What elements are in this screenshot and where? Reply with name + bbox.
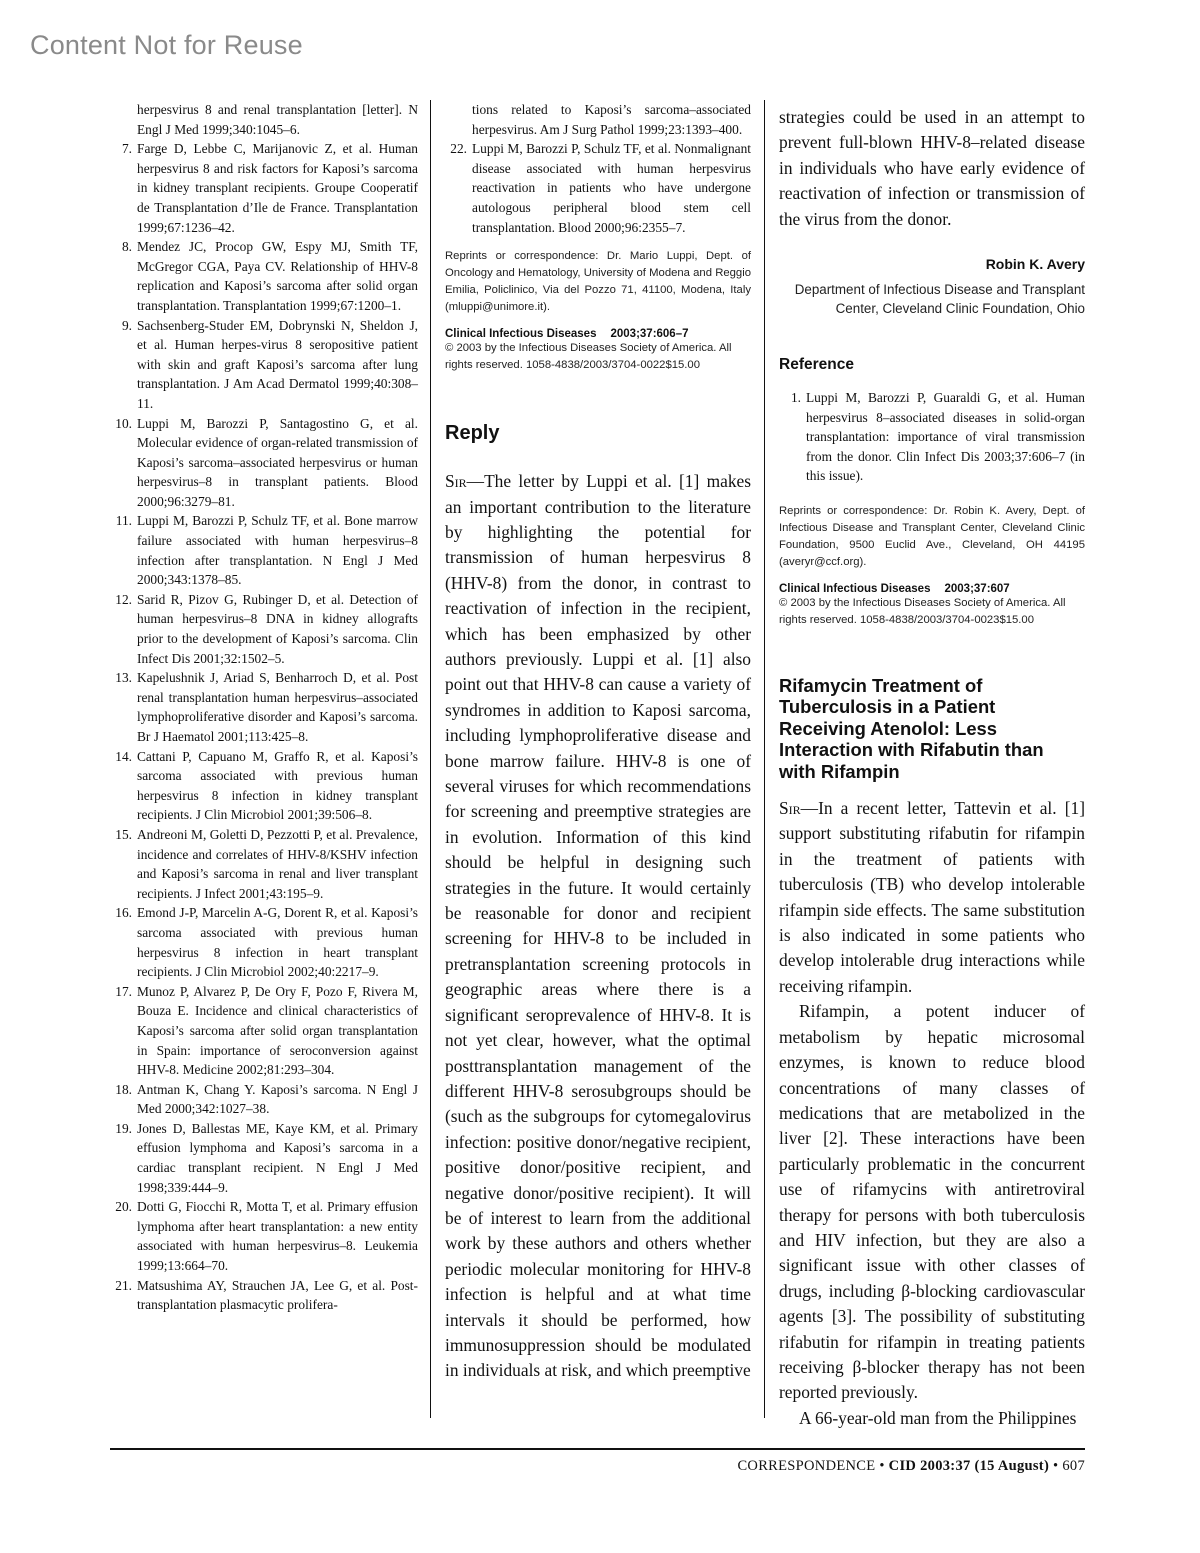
reference-text: Matsushima AY, Strauchen JA, Lee G, et al. Post-transplantation plasmacytic prolifera- [137, 1277, 418, 1313]
footer-rule [110, 1448, 1085, 1450]
reference-number: 18. [115, 1081, 132, 1097]
citation-2: 2003;37:607 [944, 583, 1010, 595]
column-rule-left [430, 100, 431, 1418]
reference-text: Jones D, Ballestas ME, Kaye KM, et al. Primary effusion lymphoma and Kaposi’s sarcoma in a cardiac transplant recipient. N Engl J Med 1998;339:444–9. [137, 1120, 418, 1195]
reference-item [110, 1197, 418, 1275]
reference-text: Luppi M, Barozzi P, Santagostino G, et al. Molecular evidence of organ-related transmission of Kaposi’s sarcoma–associated herpesvirus or human herpesvirus–8 in transplant patients. Blood 2000;96:3279–81. [137, 415, 418, 509]
reference-item [110, 825, 418, 903]
reply-body [445, 469, 751, 1384]
reference-item [110, 237, 418, 315]
copyright: © 2003 by the Infectious Diseases Society of America. All rights reserved. 1058-4838/2003/3704-0022$15.00 [445, 342, 732, 372]
footer-section: CORRESPONDENCE [737, 1458, 876, 1474]
reference-item [110, 1119, 418, 1197]
citation: 2003;37:606–7 [610, 328, 689, 341]
reference-item [110, 747, 418, 825]
reference-item [445, 139, 751, 237]
journal-name: Clinical Infectious Diseases [445, 328, 597, 341]
author-name: Robin K. Avery [985, 256, 1085, 273]
article-paragraph-3: A 66-year-old man from the Philippines [799, 1407, 1077, 1428]
reference-number: 21. [115, 1277, 132, 1293]
reference-item [110, 668, 418, 746]
reprints-note-2: Reprints or correspondence: Dr. Robin K. Avery, Dept. of Infectious Disease and Transplant Center, Cleveland Clinic Foundation, 9500 Euclid Ave., Cleveland, OH 44195 (averyr@ccf.org). [779, 505, 1085, 568]
column-2 [445, 100, 751, 1384]
reference-item [445, 100, 751, 139]
reference-item [110, 590, 418, 668]
reply-heading: Reply [445, 422, 500, 445]
reference-text: Luppi M, Barozzi P, Schulz TF, et al. Bone marrow failure associated with human herpesvirus–8 infection after transplantation. N Engl J Med 2000;343:1378–85. [137, 513, 418, 588]
reference-text: Farge D, Lebbe C, Marijanovic Z, et al. Human herpesvirus 8 and risk factors for Kaposi’s sarcoma in kidney transplant recipients. Groupe Cooperatif de Transplantation d’Ile de France. Transplantation 1999;67:1236–42. [137, 141, 418, 235]
reference-item [110, 100, 418, 139]
footer-journal: CID [888, 1458, 917, 1474]
journal-name-2: Clinical Infectious Diseases [779, 583, 931, 595]
reference-item [110, 982, 418, 1080]
reference-text: Luppi M, Barozzi P, Schulz TF, et al. Nonmalignant disease associated with human herpesvirus reactivation in patients who have undergone autologous peripheral blood stem cell transplantation. Blood 2000;96:2355–7. [472, 141, 751, 235]
reference-text: tions related to Kaposi’s sarcoma–associated herpesvirus. Am J Surg Pathol 1999;23:1393–400. [472, 102, 751, 137]
reference-item [110, 1276, 418, 1315]
reference-text: Sachsenberg-Studer EM, Dobrynski N, Sheldon J, et al. Human herpes-virus 8 seropositive patient with skin and graft Kaposi’s sarcoma after lung transplantation. J Am Acad Dermatol 1999;40:308–11. [137, 317, 418, 411]
reference-number: 14. [115, 748, 132, 764]
footer-separator-2: • [1053, 1458, 1059, 1474]
reference-item [110, 316, 418, 414]
references-column-1 [110, 100, 418, 1315]
column-rule-right [764, 100, 765, 1418]
salutation: Sir [445, 471, 467, 492]
reference-number: 17. [115, 983, 132, 999]
article-paragraph-1 [779, 796, 1085, 999]
author-affiliation: Department of Infectious Disease and Transplant Center, Cleveland Clinic Foundation, Ohio [794, 282, 1085, 317]
article-title: Rifamycin Treatment of Tuberculosis in a Patient Receiving Atenolol: Less Interaction with Rifabutin than with Rifampin [779, 675, 1044, 782]
reference-text: Dotti G, Fiocchi R, Motta T, et al. Primary effusion lymphoma after heart transplantation: a new entity associated with human herpesvirus–8. Leukemia 1999;13:664–70. [137, 1199, 418, 1274]
reference-number: 9. [121, 317, 132, 333]
reply-continuation: strategies could be used in an attempt to prevent full-blown HHV-8–related disease in individuals who have early evidence of reactivation of infection or transmission of the virus from the donor. [779, 107, 1085, 229]
salutation-2: Sir [779, 798, 801, 819]
article-paragraph-2: Rifampin, a potent inducer of metabolism by hepatic microsomal enzymes, is known to reduce blood concentrations of many classes of medications that are metabolized in the liver [2]. These interactions have been particularly problematic in the concurrent use of rifamycins with antiretroviral therapy for persons with both tuberculosis and HIV infection, but they are also a significant issue with other classes of drugs, including β-blocking cardiovascular agents [3]. The possibility of substituting rifabutin for rifampin in treating patients receiving β-blocker therapy has not been reported previously. [779, 1001, 1085, 1403]
reference-text: Sarid R, Pizov G, Rubinger D, et al. Detection of human herpesvirus–8 DNA in kidney allografts prior to the development of Kaposi’s sarcoma. Clin Infect Dis 2001;32:1502–5. [137, 591, 418, 666]
reference-item [110, 903, 418, 981]
reference-text: Andreoni M, Goletti D, Pezzotti P, et al. Prevalence, incidence and correlates of HHV-8/KSHV infection and Kaposi’s sarcoma in renal and liver transplant recipients. J Infect 2001;43:195–9. [137, 826, 418, 901]
reference-number: 15. [115, 826, 132, 842]
reference-text: Antman K, Chang Y. Kaposi’s sarcoma. N Engl J Med 2000;342:1027–38. [137, 1081, 418, 1117]
watermark: Content Not for Reuse [30, 30, 303, 60]
footer-separator: • [879, 1458, 885, 1474]
reference-heading: Reference [779, 356, 854, 374]
page-footer [737, 1458, 1085, 1475]
reference-item [779, 388, 1085, 486]
reference-item [110, 511, 418, 589]
article-paragraph-1-text: —In a recent letter, Tattevin et al. [1] support substituting rifabutin for rifampin in the treatment of patients with tuberculosis (TB) who develop intolerable rifampin side effects. The same substitution is also indicated in some patients who develop intolerable drug interactions while receiving rifampin. [779, 798, 1085, 996]
reference-text: Mendez JC, Procop GW, Espy MJ, Smith TF, McGregor CGA, Paya CV. Relationship of HHV-8 replication and Kaposi’s sarcoma after solid organ transplantation. Transplantation 1999;67:1200–1. [137, 239, 418, 313]
reference-text: Emond J-P, Marcelin A-G, Dorent R, et al. Kaposi’s sarcoma associated with previous human herpesvirus 8 infection in heart transplant recipients. J Clin Microbiol 2002;40:2217–9. [137, 905, 418, 980]
journal-citation-2 [779, 583, 1085, 595]
reference-number: 7. [121, 141, 132, 157]
reference-number: 8. [121, 239, 132, 255]
reference-item [110, 1080, 418, 1119]
reference-text: Luppi M, Barozzi P, Guaraldi G, et al. Human herpesvirus 8–associated diseases in solid-organ transplantation: importance of viral transmission from the donor. Clin Infect Dis 2003;37:606–7 (in this issue). [806, 390, 1085, 484]
reference-number: 12. [115, 591, 132, 607]
copyright-2: © 2003 by the Infectious Diseases Society of America. All rights reserved. 1058-4838/2003/3704-0023$15.00 [779, 597, 1066, 626]
reference-text: Cattani P, Capuano M, Graffo R, et al. Kaposi’s sarcoma associated with previous human herpesvirus 8 infection in kidney transplant recipients. J Clin Microbiol 2001;39:506–8. [137, 748, 418, 823]
reference-number: 1. [790, 390, 801, 406]
journal-citation [445, 328, 751, 340]
reference-text: Kapelushnik J, Ariad S, Benharroch D, et al. Post renal transplantation human herpesvirus–associated lymphoproliferative disorder and Kaposi’s sarcoma. Br J Haematol 2001;113:425–8. [137, 670, 418, 744]
reference-number: 11. [115, 513, 132, 529]
reference-item [110, 139, 418, 237]
reference-number: 13. [115, 670, 132, 686]
page-number: 607 [1062, 1458, 1085, 1474]
column-3 [779, 100, 1085, 1431]
reference-number: 19. [115, 1120, 132, 1136]
reference-text: Munoz P, Alvarez P, De Ory F, Pozo F, Rivera M, Bouza E. Incidence and clinical characteristics of Kaposi’s sarcoma after solid organ transplantation in Spain: importance of seroconversion against HHV-8. Medicine 2002;81:293–304. [137, 983, 418, 1078]
reference-number: 20. [115, 1199, 132, 1215]
reference-text: herpesvirus 8 and renal transplantation [letter]. N Engl J Med 1999;340:1045–6. [137, 102, 418, 137]
reference-number: 10. [115, 415, 132, 431]
reference-item [110, 414, 418, 512]
reference-number: 16. [115, 905, 132, 921]
references-column-2 [445, 100, 751, 237]
footer-issue: 2003:37 (15 August) [920, 1458, 1050, 1474]
reprints-note: Reprints or correspondence: Dr. Mario Luppi, Dept. of Oncology and Hematology, University of Modena and Reggio Emilia, Policlinico, Via del Pozzo 71, 41100, Modena, Italy (mluppi@unimore.it). [445, 250, 751, 314]
reference-number: 22. [450, 141, 467, 157]
reply-text: —The letter by Luppi et al. [1] makes an important contribution to the literature by highlighting the potential for transmission of human herpesvirus 8 (HHV-8) from the donor, in contrast to reactivation of infection in the recipient, which has been emphasized by other authors previously. Luppi et al. [1] also point out that HHV-8 can cause a variety of syndromes in addition to Kaposi sarcoma, including lymphoproliferative disease and bone marrow failure. HHV-8 is one of several viruses for which recommendations for screening and preemptive strategies are in evolution. Information of this kind should be helpful in designing such strategies in the future. It would certainly be reasonable for donor and recipient screening for HHV-8 to be included in pretransplantation screening protocols in geographic areas where there is a significant seroprevalence of HHV-8. It is not yet clear, however, what the optimal posttransplantation management of the different HHV-8 serosubgroups should be (such as the subgroups for cytomegalovirus infection: positive donor/negative recipient, positive donor/positive recipient, and negative donor/positive recipient). It will be of interest to learn from the additional work by these authors and others whether periodic molecular monitoring for HHV-8 infection is helpful and at what time intervals it should be performed, how immunosuppression should be modulated in individuals at risk, and which preemptive [445, 471, 751, 1381]
